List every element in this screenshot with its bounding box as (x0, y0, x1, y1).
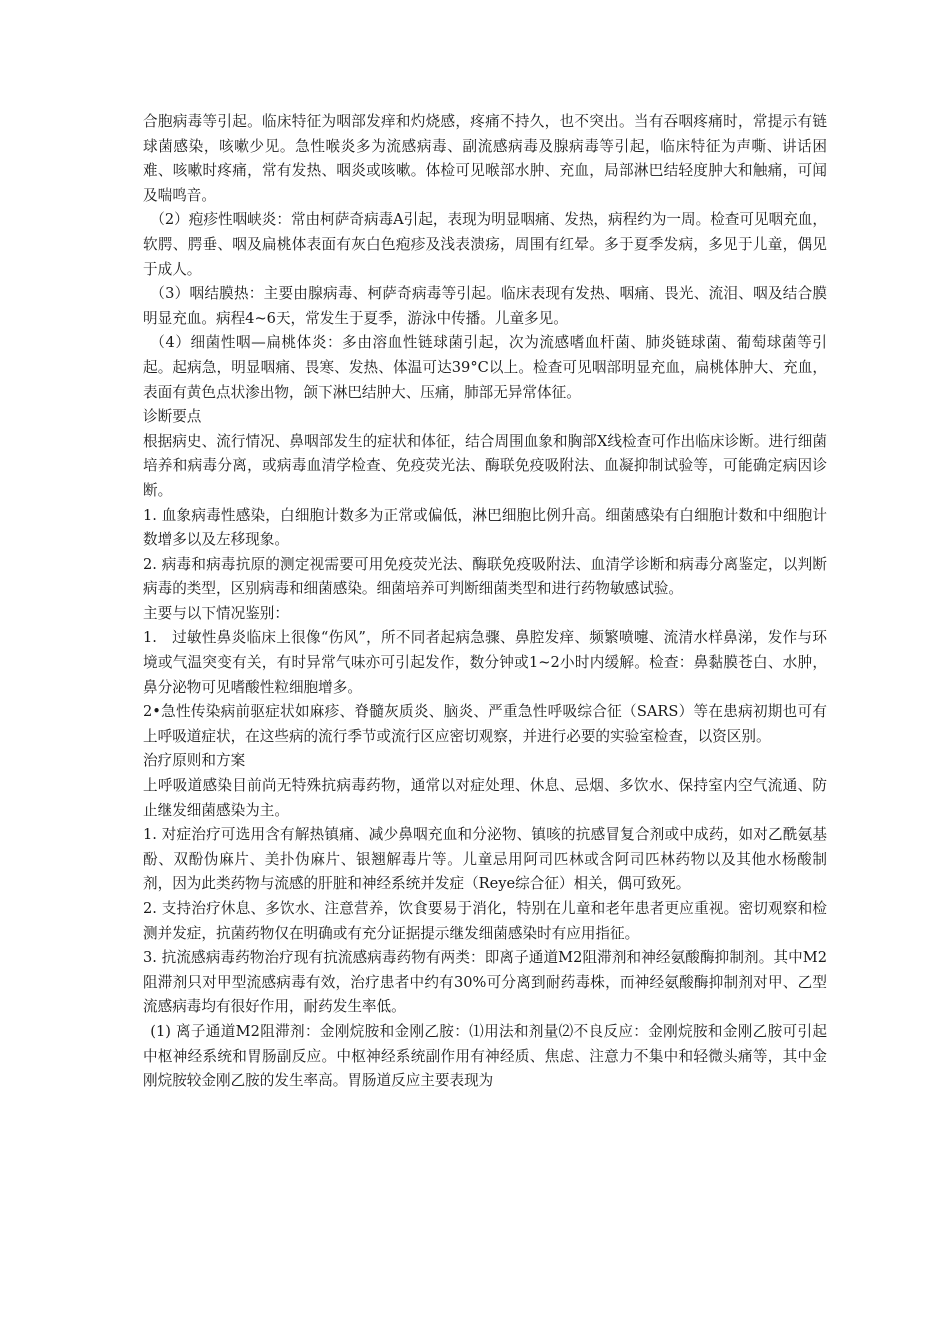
document-page (143, 110, 827, 1094)
paragraph-bacterial-tonsillitis: （4）细菌性咽—扁桃体炎：多由溶血性链球菌引起，次为流感嗜血杆菌、肺炎链球菌、葡萄球菌等引起。起病急，明显咽痛、畏寒、发热、体温可达39°C以上。检查可见咽部明显充血，扁桃体肿大、充血，表面有黄色点状渗出物，颌下淋巴结肿大、压痛，肺部无异常体征。 (143, 334, 827, 401)
paragraph-pharyngitis-laryngitis: 合胞病毒等引起。临床特征为咽部发痒和灼烧感，疼痛不持久，也不突出。当有吞咽疼痛时，常提示有链球菌感染，咳嗽少见。急性喉炎多为流感病毒、副流感病毒及腺病毒等引起，临床特征为声嘶、讲话困难、咳嗽时疼痛，常有发热、咽炎或咳嗽。体检可见喉部水肿、充血，局部淋巴结轻度肿大和触痛，可闻及喘鸣音。 (143, 113, 827, 204)
paragraph-treatment-item-2: 2. 支持治疗休息、多饮水、注意营养，饮食要易于消化，特别在儿童和老年患者更应重视。密切观察和检测并发症，抗菌药物仅在明确或有充分证据提示继发细菌感染时有应用指征。 (143, 900, 827, 942)
paragraph-pharyngoconjunctival-fever: （3）咽结膜热：主要由腺病毒、柯萨奇病毒等引起。临床表现有发热、咽痛、畏光、流泪、咽及结合膜明显充血。病程4~6天，常发生于夏季，游泳中传播。儿童多见。 (143, 285, 827, 327)
section-heading-differential: 主要与以下情况鉴别： (143, 604, 289, 622)
paragraph-treatment-item-1: 1. 对症治疗可选用含有解热镇痛、减少鼻咽充血和分泌物、镇咳的抗感冒复合剂或中成药，如对乙酰氨基酚、双酚伪麻片、美扑伪麻片、银翘解毒片等。儿童忌用阿司匹林或含阿司匹林药物以及其他水杨酸制剂，因为此类药物与流感的肝脏和神经系统并发症（Reye综合征）相关，偶可致死。 (143, 826, 827, 893)
paragraph-differential-item-1: 1. 过敏性鼻炎临床上很像“伤风”，所不同者起病急骤、鼻腔发痒、频繁喷嚏、流清水样鼻涕，发作与环境或气温突变有关，有时异常气味亦可引起发作，数分钟或1~2小时内缓解。检查：鼻黏膜苍白、水肿，鼻分泌物可见嗜酸性粒细胞增多。 (143, 629, 827, 696)
paragraph-diagnosis-item-2: 2. 病毒和病毒抗原的测定视需要可用免疫荧光法、酶联免疫吸附法、血清学诊断和病毒分离鉴定，以判断病毒的类型，区别病毒和细菌感染。细菌培养可判断细菌类型和进行药物敏感试验。 (143, 555, 827, 598)
paragraph-herpangina: （2）疱疹性咽峡炎：常由柯萨奇病毒A引起，表现为明显咽痛、发热，病程约为一周。检查可见咽充血，软腭、腭垂、咽及扁桃体表面有灰白色疱疹及浅表溃疡，周围有红晕。多于夏季发病，多见于儿童，偶见于成人。 (143, 211, 827, 278)
paragraph-treatment-intro: 上呼吸道感染目前尚无特殊抗病毒药物，通常以对症处理、休息、忌烟、多饮水、保持室内空气流通、防止继发细菌感染为主。 (143, 777, 827, 819)
paragraph-diagnosis-item-1: 1. 血象病毒性感染，白细胞计数多为正常或偏低，淋巴细胞比例升高。细菌感染有白细胞计数和中细胞计数增多以及左移现象。 (143, 506, 827, 549)
paragraph-differential-item-2: 2•急性传染病前驱症状如麻疹、脊髓灰质炎、脑炎、严重急性呼吸综合征（SARS）等在患病初期也可有上呼吸道症状，在这些病的流行季节或流行区应密切观察，并进行必要的实验室检查，以资区别。 (143, 703, 827, 745)
paragraph-m2-blockers: (1) 离子通道M2阻滞剂：金刚烷胺和金刚乙胺：⑴用法和剂量⑵不良反应：金刚烷胺和金刚乙胺可引起中枢神经系统和胃肠副反应。中枢神经系统副作用有神经质、焦虑、注意力不集中和轻微头痛等，其中金刚烷胺较金刚乙胺的发生率高。胃肠道反应主要表现为 (143, 1022, 827, 1090)
paragraph-diagnosis-intro: 根据病史、流行情况、鼻咽部发生的症状和体征，结合周围血象和胸部X线检查可作出临床诊断。进行细菌培养和病毒分离，或病毒血清学检查、免疫荧光法、酶联免疫吸附法、血凝抑制试验等，可能确定病因诊断。 (143, 432, 827, 499)
section-heading-treatment: 治疗原则和方案 (143, 752, 246, 770)
section-heading-diagnosis: 诊断要点 (143, 408, 202, 426)
paragraph-treatment-item-3: 3. 抗流感病毒药物治疗现有抗流感病毒药物有两类：即离子通道M2阻滞剂和神经氨酸酶抑制剂。其中M2阻滞剂只对甲型流感病毒有效，治疗患者中约有30%可分离到耐药毒株，而神经氨酸酶抑制剂对甲、乙型流感病毒均有很好作用，耐药发生率低。 (143, 949, 827, 1016)
